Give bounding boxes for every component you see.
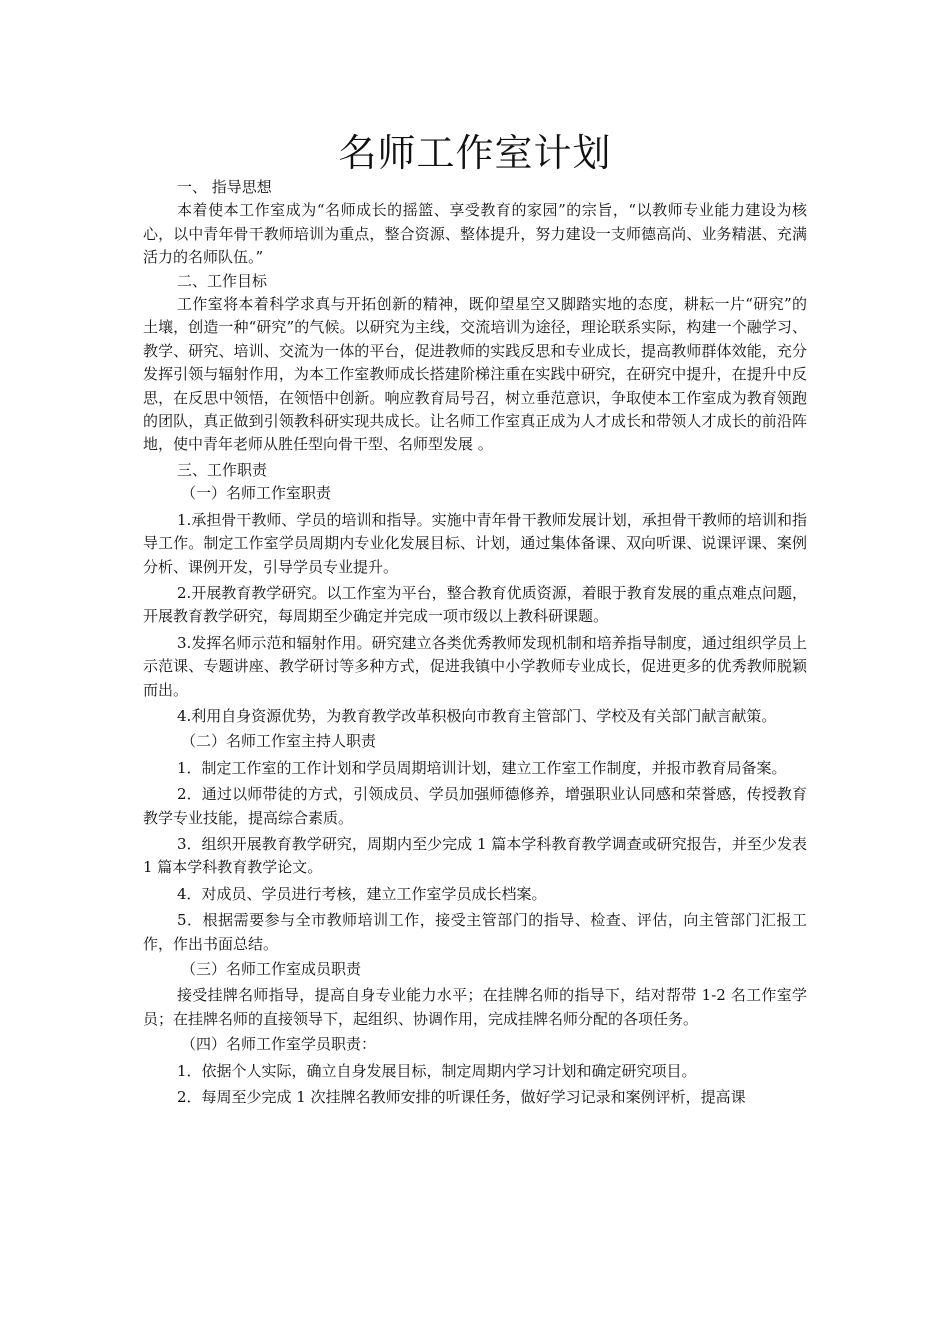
subsection-heading-trainee-duties: （四）名师工作室学员职责： (181, 1035, 377, 1054)
section-heading-work-goals: 二、工作目标 (177, 271, 268, 290)
list-item: 1．制定工作室的工作计划和学员周期培训计划，建立工作室工作制度，并报市教育局备案。 (177, 758, 787, 777)
list-item: 2．每周至少完成 1 次挂牌名教师安排的听课任务，做好学习记录和案例评析，提高课 (177, 1088, 746, 1107)
document-body (143, 176, 807, 1109)
paragraph: 工作室将本着科学求真与开拓创新的精神，既仰望星空又脚踏实地的态度，耕耘一片“研究”的土壤，创造一种“研究”的气候。以研究为主线，交流培训为途径，理论联系实际，构建一个融学习、教学、研究、培训、交流为一体的平台，促进教师的实践反思和专业成长，提高教师群体效能，充分发挥引领与辐射作用，为本工作室教师成长搭建阶梯注重在实践中研究，在研究中提升，在提升中反思，在反思中领悟，在领悟中创新。响应教育局号召，树立垂范意识，争取使本工作室成为教育领跑的团队，真正做到引领教科研实现共成长。让名师工作室真正成为人才成长和带领人才成长的前沿阵地，使中青年老师从胜任型向骨干型、名师型发展 。 (143, 295, 807, 454)
document-title: 名师工作室计划 (338, 131, 612, 175)
list-item: 5．根据需要参与全市教师培训工作，接受主管部门的指导、检查、评估，向主管部门汇报工作，作出书面总结。 (143, 911, 807, 953)
list-item: 2.开展教育教学研究。以工作室为平台，整合教育优质资源，着眼于教育发展的重点难点问题，开展教育教学研究，每周期至少确定并完成一项市级以上教科研课题。 (143, 583, 807, 626)
list-item: 2．通过以师带徒的方式，引领成员、学员加强师德修养，增强职业认同感和荣誉感，传授教育教学专业技能，提高综合素质。 (143, 785, 807, 827)
section-heading-guiding-ideology: 一、 指导思想 (177, 178, 272, 196)
list-item: 1.承担骨干教师、学员的培训和指导。实施中青年骨干教师发展计划，承担骨干教师的培训和指导工作。制定工作室学员周期内专业化发展目标、计划，通过集体备课、双向听课、说课评课、案例分析、课例开发，引导学员专业提升。 (143, 510, 807, 576)
subsection-heading-studio-duties: （一）名师工作室职责 (181, 484, 332, 503)
list-item: 3.发挥名师示范和辐射作用。研究建立各类优秀教师发现机制和培养指导制度，通过组织学员上示范课、专题讲座、教学研讨等多种方式，促进我镇中小学教师专业成长，促进更多的优秀教师脱颖而出。 (143, 633, 807, 699)
list-item: 1．依据个人实际，确立自身发展目标，制定周期内学习计划和确定研究项目。 (177, 1061, 697, 1080)
list-item: 4.利用自身资源优势，为教育教学改革积极向市教育主管部门、学校及有关部门献言献策。 (177, 706, 777, 725)
section-heading-work-duties: 三、工作职责 (177, 460, 268, 479)
paragraph: 本着使本工作室成为“名师成长的摇篮、享受教育的家园”的宗旨，“以教师专业能力建设为核心，以中青年骨干教师培训为重点，整合资源、整体提升，努力建设一支师德高尚、业务精湛、充满活力的名师队伍。” (143, 201, 807, 267)
list-item: 4．对成员、学员进行考核，建立工作室学员成长档案。 (177, 884, 547, 903)
list-item: 3．组织开展教育教学研究，周期内至少完成 1 篇本学科教育教学调查或研究报告，并至少发表 1 篇本学科教育教学论文。 (143, 834, 807, 877)
subsection-heading-host-duties: （二）名师工作室主持人职责 (181, 732, 377, 751)
paragraph: 接受挂牌名师指导，提高自身专业能力水平；在挂牌名师的指导下，结对帮带 1-2 名工作室学员；在挂牌名师的直接领导下，起组织、协调作用，完成挂牌名师分配的各项任务。 (143, 986, 807, 1028)
subsection-heading-member-duties: （三）名师工作室成员职责 (181, 960, 362, 978)
